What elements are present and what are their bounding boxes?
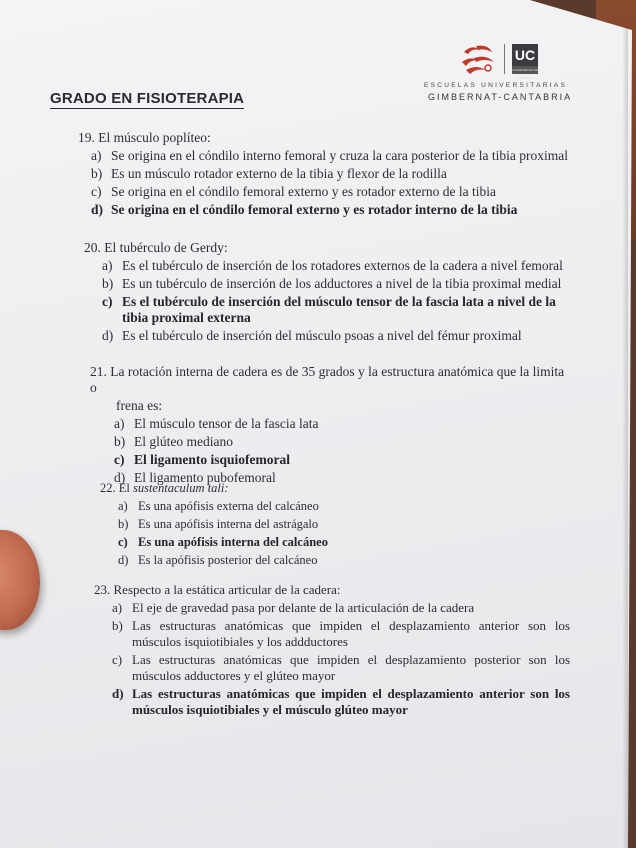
option-letter: b): [91, 166, 103, 181]
option-letter: a): [102, 258, 113, 273]
question-stem: 21. La rotación interna de cadera es de 35 grados y la estructura anatómica que la limita o: [90, 364, 565, 395]
logo-divider: [504, 44, 505, 74]
option-text: El ligamento isquiofemoral: [134, 452, 290, 467]
question-22: [100, 480, 540, 570]
option-text: Es la apófisis posterior del calcáneo: [138, 553, 318, 567]
option-a: [102, 258, 576, 274]
option-text: Las estructuras anatómicas que impiden el desplazamiento anterior son los músculos isquiotibiales y los addductores: [132, 618, 570, 649]
question-stem-continued: frena es:: [116, 398, 163, 413]
option-text: Se origina en el cóndilo femoral externo y es rotador externo de la tibia: [111, 184, 496, 199]
uc-logo: UC: [512, 44, 538, 66]
option-c-correct: [102, 294, 576, 326]
option-letter: b): [102, 276, 114, 291]
option-text: El glúteo mediano: [134, 434, 233, 449]
option-d: [118, 552, 540, 568]
option-letter: a): [118, 499, 128, 513]
option-text: Se origina en el cóndilo femoral externo y es rotador interno de la tibia: [111, 202, 518, 217]
option-b: [102, 276, 576, 292]
option-b: [114, 434, 572, 450]
option-text: Las estructuras anatómicas que impiden el desplazamiento posterior son los músculos adductores y el glúteo mayor: [132, 652, 570, 683]
option-letter: c): [112, 652, 123, 667]
option-letter: c): [102, 294, 113, 309]
option-letter: c): [118, 535, 128, 549]
option-text: Es una apófisis interna del astrágalo: [138, 517, 319, 531]
question-stem-italic: sustentaculum tali:: [132, 481, 229, 495]
option-letter: c): [114, 452, 125, 467]
option-text: Es el tubérculo de inserción de los rotadores externos de la cadera a nivel femoral: [122, 258, 563, 273]
question-21: [90, 364, 572, 488]
option-a: [114, 416, 572, 432]
option-letter: a): [112, 600, 123, 615]
option-letter: a): [114, 416, 125, 431]
option-text: El ligamento pubofemoral: [134, 470, 276, 485]
option-b: [91, 166, 578, 182]
option-text: El eje de gravedad pasa por delante de la articulación de la cadera: [132, 600, 475, 615]
uc-logo-subtitle: UNIVERSIDAD DE CANTABRIA: [512, 68, 538, 80]
option-letter: d): [118, 553, 129, 567]
question-23: [94, 582, 570, 720]
option-text: Es una apófisis interna del calcáneo: [138, 535, 328, 549]
option-text: Es un músculo rotador externo de la tibia y flexor de la rodilla: [111, 166, 447, 181]
option-text: Es el tubérculo de inserción del músculo psoas a nivel del fémur proximal: [122, 328, 522, 343]
option-letter: d): [102, 328, 114, 343]
option-text: El músculo tensor de la fascia lata: [134, 416, 319, 431]
option-a: [112, 600, 570, 616]
option-letter: b): [118, 517, 129, 531]
option-text: Las estructuras anatómicas que impiden el desplazamiento anterior son los músculos isquiotibiales y el músculo glúteo mayor: [132, 686, 570, 717]
option-letter: d): [91, 202, 104, 217]
option-letter: d): [112, 686, 124, 701]
question-stem: 19. El músculo poplíteo:: [78, 130, 211, 145]
option-b: [118, 516, 540, 532]
option-d-correct: [112, 686, 570, 718]
option-letter: b): [112, 618, 123, 633]
option-letter: a): [91, 148, 102, 163]
option-a: [118, 498, 540, 514]
option-letter: c): [91, 184, 102, 199]
question-stem-prefix: 22. El: [100, 481, 133, 495]
option-text: Es el tubérculo de inserción del músculo tensor de la fascia lata a nivel de la tibia proximal externa: [122, 294, 556, 325]
question-20: [84, 240, 576, 346]
gimbernat-emblem-icon: [458, 42, 498, 76]
option-text: Se origina en el cóndilo interno femoral y cruza la cara posterior de la tibia proximal: [111, 148, 568, 163]
option-c: [91, 184, 578, 200]
school-logo: [420, 42, 573, 112]
logo-text-line1: ESCUELAS UNIVERSITARIAS: [424, 82, 568, 89]
option-text: Es una apófisis externa del calcáneo: [138, 499, 319, 513]
option-letter: b): [114, 434, 126, 449]
page-title: GRADO EN FISIOTERAPIA: [50, 90, 245, 107]
option-c-correct: [118, 534, 540, 550]
logo-text-line2: GIMBERNAT-CANTABRIA: [428, 92, 573, 102]
option-c: [112, 652, 570, 684]
option-d: [102, 328, 576, 344]
question-stem: 20. El tubérculo de Gerdy:: [84, 240, 228, 255]
option-b: [112, 618, 570, 650]
question-19: [78, 130, 578, 220]
option-a: [91, 148, 578, 164]
question-stem: [100, 480, 540, 496]
option-c-correct: [114, 452, 572, 468]
option-text: Es un tubérculo de inserción de los adductores a nivel de la tibia proximal medial: [122, 276, 562, 291]
question-stem: 23. Respecto a la estática articular de la cadera:: [94, 582, 341, 597]
option-letter: d): [114, 470, 126, 485]
option-d-correct: [91, 202, 578, 218]
